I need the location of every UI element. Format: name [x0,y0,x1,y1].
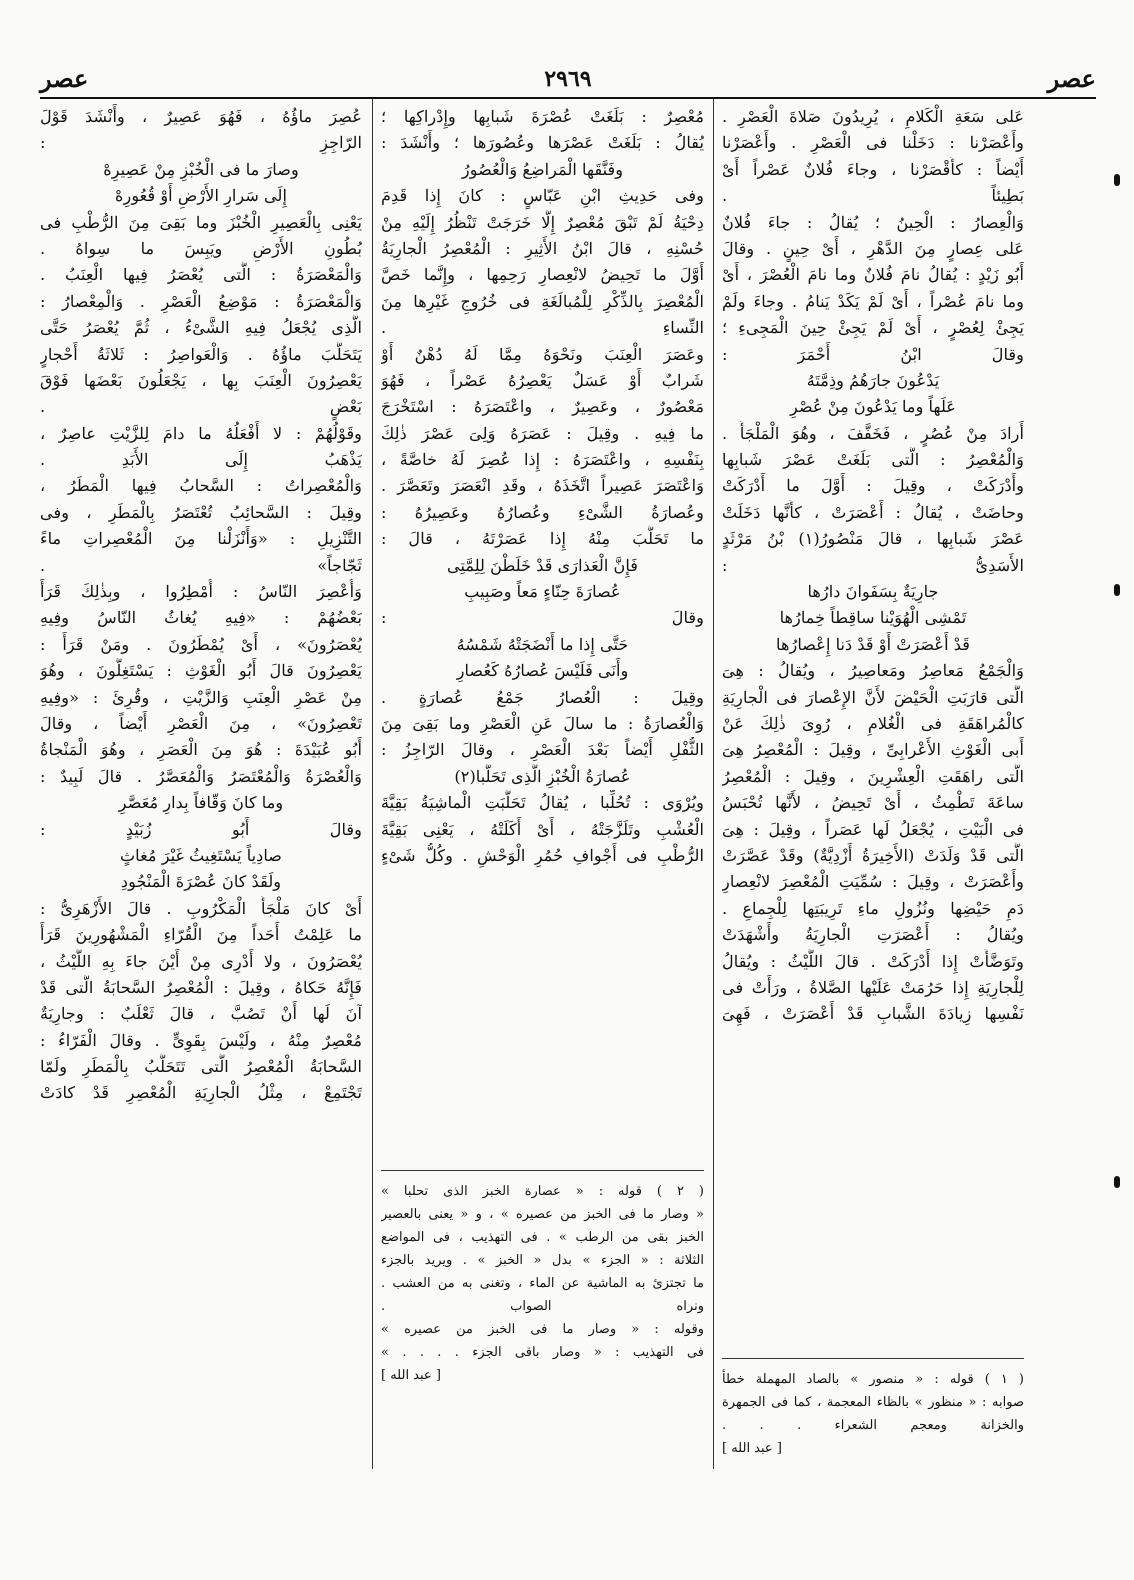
text-line: وقَوْلُهُمْ : لا أَفْعَلُهُ ما دامَ لِلزَّيْتِ عاصِرٌ ، [40,423,362,443]
text-line: مَعْصُورٌ ، وعَصِيرٌ ، واعْتَصَرَهُ : اسْتَخْرَجَ [381,397,704,417]
margin-mark [1114,584,1120,596]
text-line: وفى حَدِيثِ ابْنِ عَبّاسٍ : كانَ إِذا قَدِمَ [381,186,704,206]
text-line: الَّتى راهَقَتِ الْعِشْرِينَ ، وقِيلَ : الْمُعْصِرُ [722,766,1024,786]
text-line: فَإِنَّهُ حَكاهُ ، وقِيلَ : الْمُعْصِرُ السَّحابَةُ الَّتى قَدْ [40,977,362,997]
text-column-middle [381,104,704,869]
text-line: ما تَحَلَّبَ مِنْهُ إِذا عَصَرْتَهُ ، قالَ : [381,529,704,549]
footnote-line: ونراه الصواب . [381,1299,704,1314]
footnote-rule-middle [381,1170,704,1171]
text-line: كالْمُراهَقَةِ فى الْغُلامِ ، رُوِىَ ذٰلِكَ عَنْ [722,713,1024,733]
text-line: فَإِنَّ الْعَذارَى قَدْ خَلَطْنَ لِلِمَّتِى [446,555,639,575]
text-line: نَفْسِها زِيادَةَ الشَّبابِ قَدْ أَعْصَرَتْ ، فَهِىَ [722,1004,1024,1024]
text-line: دِحْيَةُ لَمْ تَبْقَ مُعْصِرٌ إِلَّا خَرَجَتْ تَنْظُرُ إِلَيْهِ مِنْ [381,212,704,232]
text-line: الَّذِى يُجْعَلُ فِيهِ الشَّىْءُ ، ثُمَّ يُعْصَرُ حَتَّى [40,318,362,338]
text-line: وما نامَ عُصْراً ، أَىْ لَمْ يَكَدْ يَنامُ . وجاءَ ولَمْ [722,291,1024,311]
footnote-line: « وصار ما فى الخبز من عصيره » ، و « يعنى بالعصير [381,1207,704,1222]
text-line: أَوَّلَ ما تَحِيضُ لانْعِصارِ رَحِمِها ، وإِنَّما خَصَّ [381,265,704,285]
text-line: وَالْجَمْعُ مَعاصِرُ ومَعاصِيرُ ، ويُقالُ : هِىَ [722,661,1024,681]
text-line: الرّاجِزِ : [40,133,362,153]
text-line: الرُّطْبِ فى أَجْوافِ حُمُرِ الْوَحْشِ . وكُلُّ شَىْءٍ [381,845,704,865]
header-rule [40,97,1096,99]
text-line: وَالْمُعْصِرُ : الَّتى بَلَغَتْ عَصْرَ شَبابِها [722,450,1024,470]
text-line: بُطُونِ الأَرْضِ ويَبِسَ ما سِواهُ . [40,238,362,258]
footnote-line: فى التهذيب : « وصار باقى الجزء . . . . » [381,1345,704,1360]
text-line: بَعْضُهُمْ : «فِيهِ يُغاثُ النّاسُ وفِيهِ [40,608,362,628]
footnote-signature: [ عبد الله ] [381,1368,441,1383]
text-line: وعُصارَةُ الشَّىْءِ وعُصارُهُ وعَصِيرُهُ : [381,502,704,522]
column-divider-left [372,99,373,1469]
text-line: وعَصَرَ الْعِنَبَ ونَحْوَهُ مِمَّا لَهُ دُهْنٌ أَوْ [381,344,704,364]
text-line: حَتَّى إِذا ما أَنْضَجَتْهُ شَمْسُهُ [456,634,629,654]
text-line: عُصِرَ ماؤُهُ ، فَهُوَ عَصِيرٌ ، وأَنْشَدَ قَوْلَ [40,107,362,126]
text-line: وقِيلَ : السَّحائِبُ تُعْتَصَرُ بِالْمَطَرِ ، وفى [40,502,362,522]
text-line: وأَعْصَرَتْ ، وقِيلَ : سُمِّيَتِ الْمُعْصِرَ لانْعِصارِ [722,872,1024,892]
text-line: ويُقالُ : أَعْصَرَتِ الْجارِيَةُ وأَشْهَدَتْ [722,925,1024,945]
text-line: شَرابٌ أَوْ عَسَلٌ يَعْصِرُهُ عَصْراً ، فَهُوَ [381,370,704,390]
header-entry-word-left: عصر [40,64,89,93]
text-line: ويُرْوَى : تُحُلِّبا ، يُقالُ تَحَلَّبَتِ الْماشِيَةُ بَقِيَّةَ [381,793,704,813]
footnote-middle [381,1180,704,1387]
margin-mark [1114,1176,1120,1188]
text-line: وَالْعِصارُ : الْحِينُ ؛ يُقالُ : جاءَ فُلانٌ [722,212,1024,232]
text-line: حُسْنِهِ ، قالَ ابْنُ الأَثِيرِ : الْمُعْصِرُ الْجارِيَةُ [381,238,704,258]
text-line: وقالَ : [381,608,704,628]
text-line: مُعْصِرٌ : بَلَغَتْ عُصْرَةَ شَبابِها وإِدْراكِها ؛ [381,107,704,126]
text-line: الَّتى قارَبَتِ الْحَيْضَ لأَنَّ الإِعْصارَ فى الْجارِيَةِ [722,687,1024,707]
footnote-right [722,1368,1024,1460]
text-line: عَلى سَعَةِ الْكَلامِ ، يُرِيدُونَ صَلاةَ الْعَصْرِ . [722,107,1024,126]
text-line: عَلَهاً وما يَدْعُونَ مِنْ عُصْرِ [790,397,956,417]
text-line: فى الْبَيْتِ ، يُجْعَلُ لَها عَصَراً ، وقِيلَ : هِىَ [722,819,1024,839]
text-line: أَبُو عُبَيْدَةَ : هُوَ مِنَ الْعَصَرِ ، وهُوَ الْمَنْجاةُ [40,740,362,760]
text-line: النِّساءِ . [381,318,704,338]
text-line: أَىْ كانَ مَلْجَأَ الْمَكْرُوبِ . قالَ الأَزْهَرِىُّ : [40,898,362,918]
text-line: وقالَ أَبُو زُبَيْدٍ : [40,819,362,839]
text-line: أَيْضاً : كأَقْصَرْنا ، وجاءَ فُلانٌ عَصْراً أَىْ [722,159,1024,179]
text-line: وَالْمَعْصَرَةُ : مَوْضِعُ الْعَصْرِ . وَالْمِعْصارُ : [40,291,362,311]
text-line: عَصْرَ شَبابِها ، قالَ مَنْصُورُ(١) بْنُ مَرْثَدٍ [722,529,1024,549]
footnote-line: الثلاثة : « الجزء » بدل « الخبز » . ويريد بالجزء [381,1253,704,1268]
text-line: مِنْ عَصْرِ الْعِنَبِ وَالزَّيْتِ ، وقُرِئَ : «وفِيهِ [40,687,362,707]
text-line: وما كانَ وَقّافاً بِدارِ مُعَصَّرِ [118,793,284,813]
text-line: تَمْشِى الْهُوَيْنا ساقِطاً خِمارُها [779,608,967,628]
text-line: أَبى الْغَوْثِ الأَعْرابِىِّ ، وقِيلَ : الْمُعْصِرُ هِىَ [722,740,1024,760]
footnote-line: وقوله : « وصار ما فى الخبز من عصيره » [381,1322,704,1337]
text-line: إِلَى سَرارِ الأَرْضِ أَوْ قُعُورِهْ [115,186,287,206]
header-entry-word-right: عصر [1047,64,1096,93]
text-line: التَّنْزِيلِ : «وَأَنْزَلْنا مِنَ الْمُعْصِراتِ ماءً [40,529,362,549]
text-column-right [722,104,1024,1028]
text-line: وَالْمَعْصَرَةُ : الَّتى يُعْصَرُ فِيها الْعِنَبُ . [40,265,362,285]
text-line: الثُّفْلِ أَيْضاً بَعْدَ الْعَصْرِ ، وقالَ الرّاجِزُ : [381,740,704,760]
text-line: صادِياً يَسْتَغِيثُ غَيْرَ مُغاثٍ [119,845,283,865]
footnote-line: ( ٢ ) قوله : « عصارة الخبز الذى تحلبا » [381,1184,704,1199]
text-line: وصارَ ما فى الْخُبْزِ مِنْ عَصِيرِهْ [103,159,299,179]
text-line: يَعْصِرُونَ الْعِنَبَ بِها ، يَجْعَلُونَ بَعْضَها فَوْقَ [40,370,362,390]
text-line: يُعْصَرُونَ ، ولا أَدْرِى مِنْ أَيْنَ جاءَ بِهِ اللَّيْثُ ، [40,951,362,971]
text-line: وحاضَتْ ، يُقالُ : أَعْصَرَتْ ، كأَنَّها دَخَلَتْ [722,502,1024,522]
text-line: تَعْصِرُونَ» ، مِنَ الْعَصْرِ أَيْضاً ، وقالَ [40,713,362,733]
text-line: بَعْضٍ . [40,397,362,417]
text-line: يَعْنِى بِالْعَصِيرِ الْخُبْزَ وما بَقِىَ مِنَ الرُّطْبِ فى [40,212,362,232]
text-line: لِلْجارِيَةِ إِذا حَرُمَتْ عَلَيْها الصَّلاةُ ، ورَأَتْ فى [722,977,1024,997]
text-line: تَجْتَمِعْ ، مِثْلُ الْجارِيَةِ الْمُعْصِرِ قَدْ كادَتْ [40,1083,362,1103]
text-line: يَجِئْ لِعُصْرٍ ، أَىْ لَمْ يَجِئْ حِينَ الْمَجِىءِ ؛ [722,318,1024,338]
footnote-line: صوابه : « منظور » بالظاء المعجمة ، كما فى الجمهرة [722,1395,1024,1410]
text-line: وفَنَّقَها الْمَراضِعُ وَالْعُصُورُ [461,159,624,179]
text-line: وأَدْرَكَتْ ، وقِيلَ : أَوَّلَ ما أَدْرَكَتْ [722,476,1024,496]
text-line: مُعْصِرٌ مِنْهُ ، ولَيْسَ بِقَوِىٍّ . وقالَ الْفَرّاءُ : [40,1030,362,1050]
text-line: يُعْصَرُونَ» ، أَىْ يُمْطَرُونَ . ومَنْ قَرَأَ : [40,634,362,654]
text-line: بِنَفْسِهِ ، واعْتَصَرَهُ : إِذا عُصِرَ لَهُ خاصَّةً ، [381,450,704,470]
text-line: يَتَحَلَّبَ ماؤُهُ . وَالْعَواصِرُ : ثَلاثَةُ أَحْجارٍ [40,344,362,364]
text-line: الْعُشْبِ وتَلَزَّجَتْهُ ، أَىْ أَكَلَتْهُ ، يَعْنِى بَقِيَّةَ [381,819,704,839]
margin-mark [1114,174,1120,186]
text-line: دَمِ حَيْضِها ونُزُولِ ماءِ تَرِيبَتِها لِلْجِماعِ . [722,898,1024,918]
text-line: عَلى عِصارٍ مِنَ الدَّهْرِ ، أَىْ حِينٍ . وقالَ [722,238,1024,258]
text-line: وقِيلَ : الْعُصارُ جَمْعُ عُصارَةٍ . [381,687,704,707]
footnote-line: والخزانة ومعجم الشعراء . . . [722,1418,1024,1433]
text-line: وأَنَى فَلَيْسَ عُصارُهُ كَعُصارِ [456,661,629,681]
text-line: بَطِيئاً . [722,186,1024,206]
footnote-rule-right [722,1358,1024,1359]
page-number: ٢٩٦٩ [544,66,592,92]
text-line: قَدْ أَعْصَرَتْ أَوْ قَدْ دَنا إِعْصارُها [776,634,970,654]
text-line: الأَسَدِىُّ : [722,555,1024,575]
footnote-line: ما تجتزئ به الماشية عن الماء ، وتغنى به من العشب . [381,1276,704,1291]
footnote-signature: [ عبد الله ] [722,1441,782,1456]
text-line: السَّحابَةُ الْمُعْصِرُ الَّتى تَتَحَلَّبُ بِالْمَطَرِ ولَمّا [40,1057,362,1077]
text-line: وقالَ ابْنُ أَحْمَرَ : [722,344,1024,364]
text-line: وأَعْصَرْنا : دَخَلْنا فى الْعَصْرِ . وأَعْصَرْنا [722,133,1024,153]
text-line: يُقالُ : بَلَغَتْ عَصْرَها وعُصُورَها ؛ وأَنْشَدَ : [381,133,704,153]
text-line: وَالْعُصارَةُ : ما سالَ عَنِ الْعَصْرِ وما بَقِىَ مِنَ [381,713,704,733]
text-line: يَعْصِرُونَ قالَ أَبُو الْغَوْثِ : يَسْتَغِلُّونَ ، وهُوَ [40,661,362,681]
text-line: يَدْعُونَ جارَهُمُ وذِمَّتَهُ [806,370,940,390]
footnote-line: ( ١ ) قوله : « منصور » بالصاد المهملة خطأ [722,1372,1024,1387]
text-line: جارِيَةٌ بِسَفَوانَ دارُها [807,582,939,602]
text-line: وَأُعْصِرَ النّاسُ : أُمْطِرُوا ، وبِذٰلِكَ قَرَأَ [40,582,362,602]
text-line: الْمُعْصِرَ بِالذِّكْرِ لِلْمُبالَغَةِ فى خُرُوجِ غَيْرِها مِنَ [381,291,704,311]
text-line: وتَوَضَّأَتْ إِذا أَدْرَكَتْ . قالَ اللَّيْثُ : ويُقالُ [722,951,1024,971]
column-divider-right [713,99,714,1469]
text-line: آنَ لَها أَنْ تَصُبَّ ، قالَ ثَعْلَبٌ : وجارِيَةٌ [40,1004,362,1024]
text-line: وَالْمُعْصِراتُ : السَّحابُ فِيها الْمَطَرُ ، [40,476,362,496]
text-line: أَرادَ مِنْ عُصُرٍ ، فَخَفَّفَ ، وهُوَ الْمَلْجَأُ . [722,423,1024,443]
text-line: عُصارَةَ حِنّاءٍ مَعاً وصَبِيبِ [464,582,621,602]
text-line: ما عَلِمْتُ أَحَداً مِنَ الْقُرّاءِ الْمَشْهُورِينَ قَرَأَ [40,925,362,945]
text-line: يَذْهَبُ إِلَى الأَبَدِ . [40,450,362,470]
text-line: الَّتى قَدْ وَلَدَتْ (الأَخِيرَةُ أَزْدِيَّةٌ) وقَدْ عَصَّرَتْ [722,845,1024,865]
text-line: وَاعْتَصَرَ عَصِيراً اتَّخَذَهُ ، وقَدِ انْعَصَرَ وتَعَصَّرَ . [381,476,704,496]
page-header [40,60,1096,96]
text-line: وَالْعُصْرَةُ وَالْمُعْتَصَرُ وَالْمُعَصَّرُ . قالَ لَبِيدٌ : [40,766,362,786]
text-line: عُصارَةُ الْخُبْزِ الَّذِى تَحَلَّبا(٢) [454,766,631,786]
text-line: ما فِيهِ . وقِيلَ : عَصَرَهُ وَلِىَ عَصْرَ ذٰلِكَ [381,423,704,443]
footnote-line: الخبز بقى من الرطب » . فى التهذيب ، فى المواضع [381,1230,704,1245]
text-line: ثَجّاجاً» . [40,555,362,575]
text-line: أَبُو زَيْدٍ : يُقالُ نامَ فُلانٌ وما نامَ الْعُصْرَ ، أَىْ [722,265,1024,285]
text-line: ولَقَدْ كانَ عُصْرَةَ الْمَنْجُودِ [120,872,282,892]
text-line: ساعَةَ تَطْمِثُ ، أَىْ تَحِيضُ ، لأَنَّها تُحْبَسُ [722,793,1024,813]
text-column-left [40,104,362,1107]
